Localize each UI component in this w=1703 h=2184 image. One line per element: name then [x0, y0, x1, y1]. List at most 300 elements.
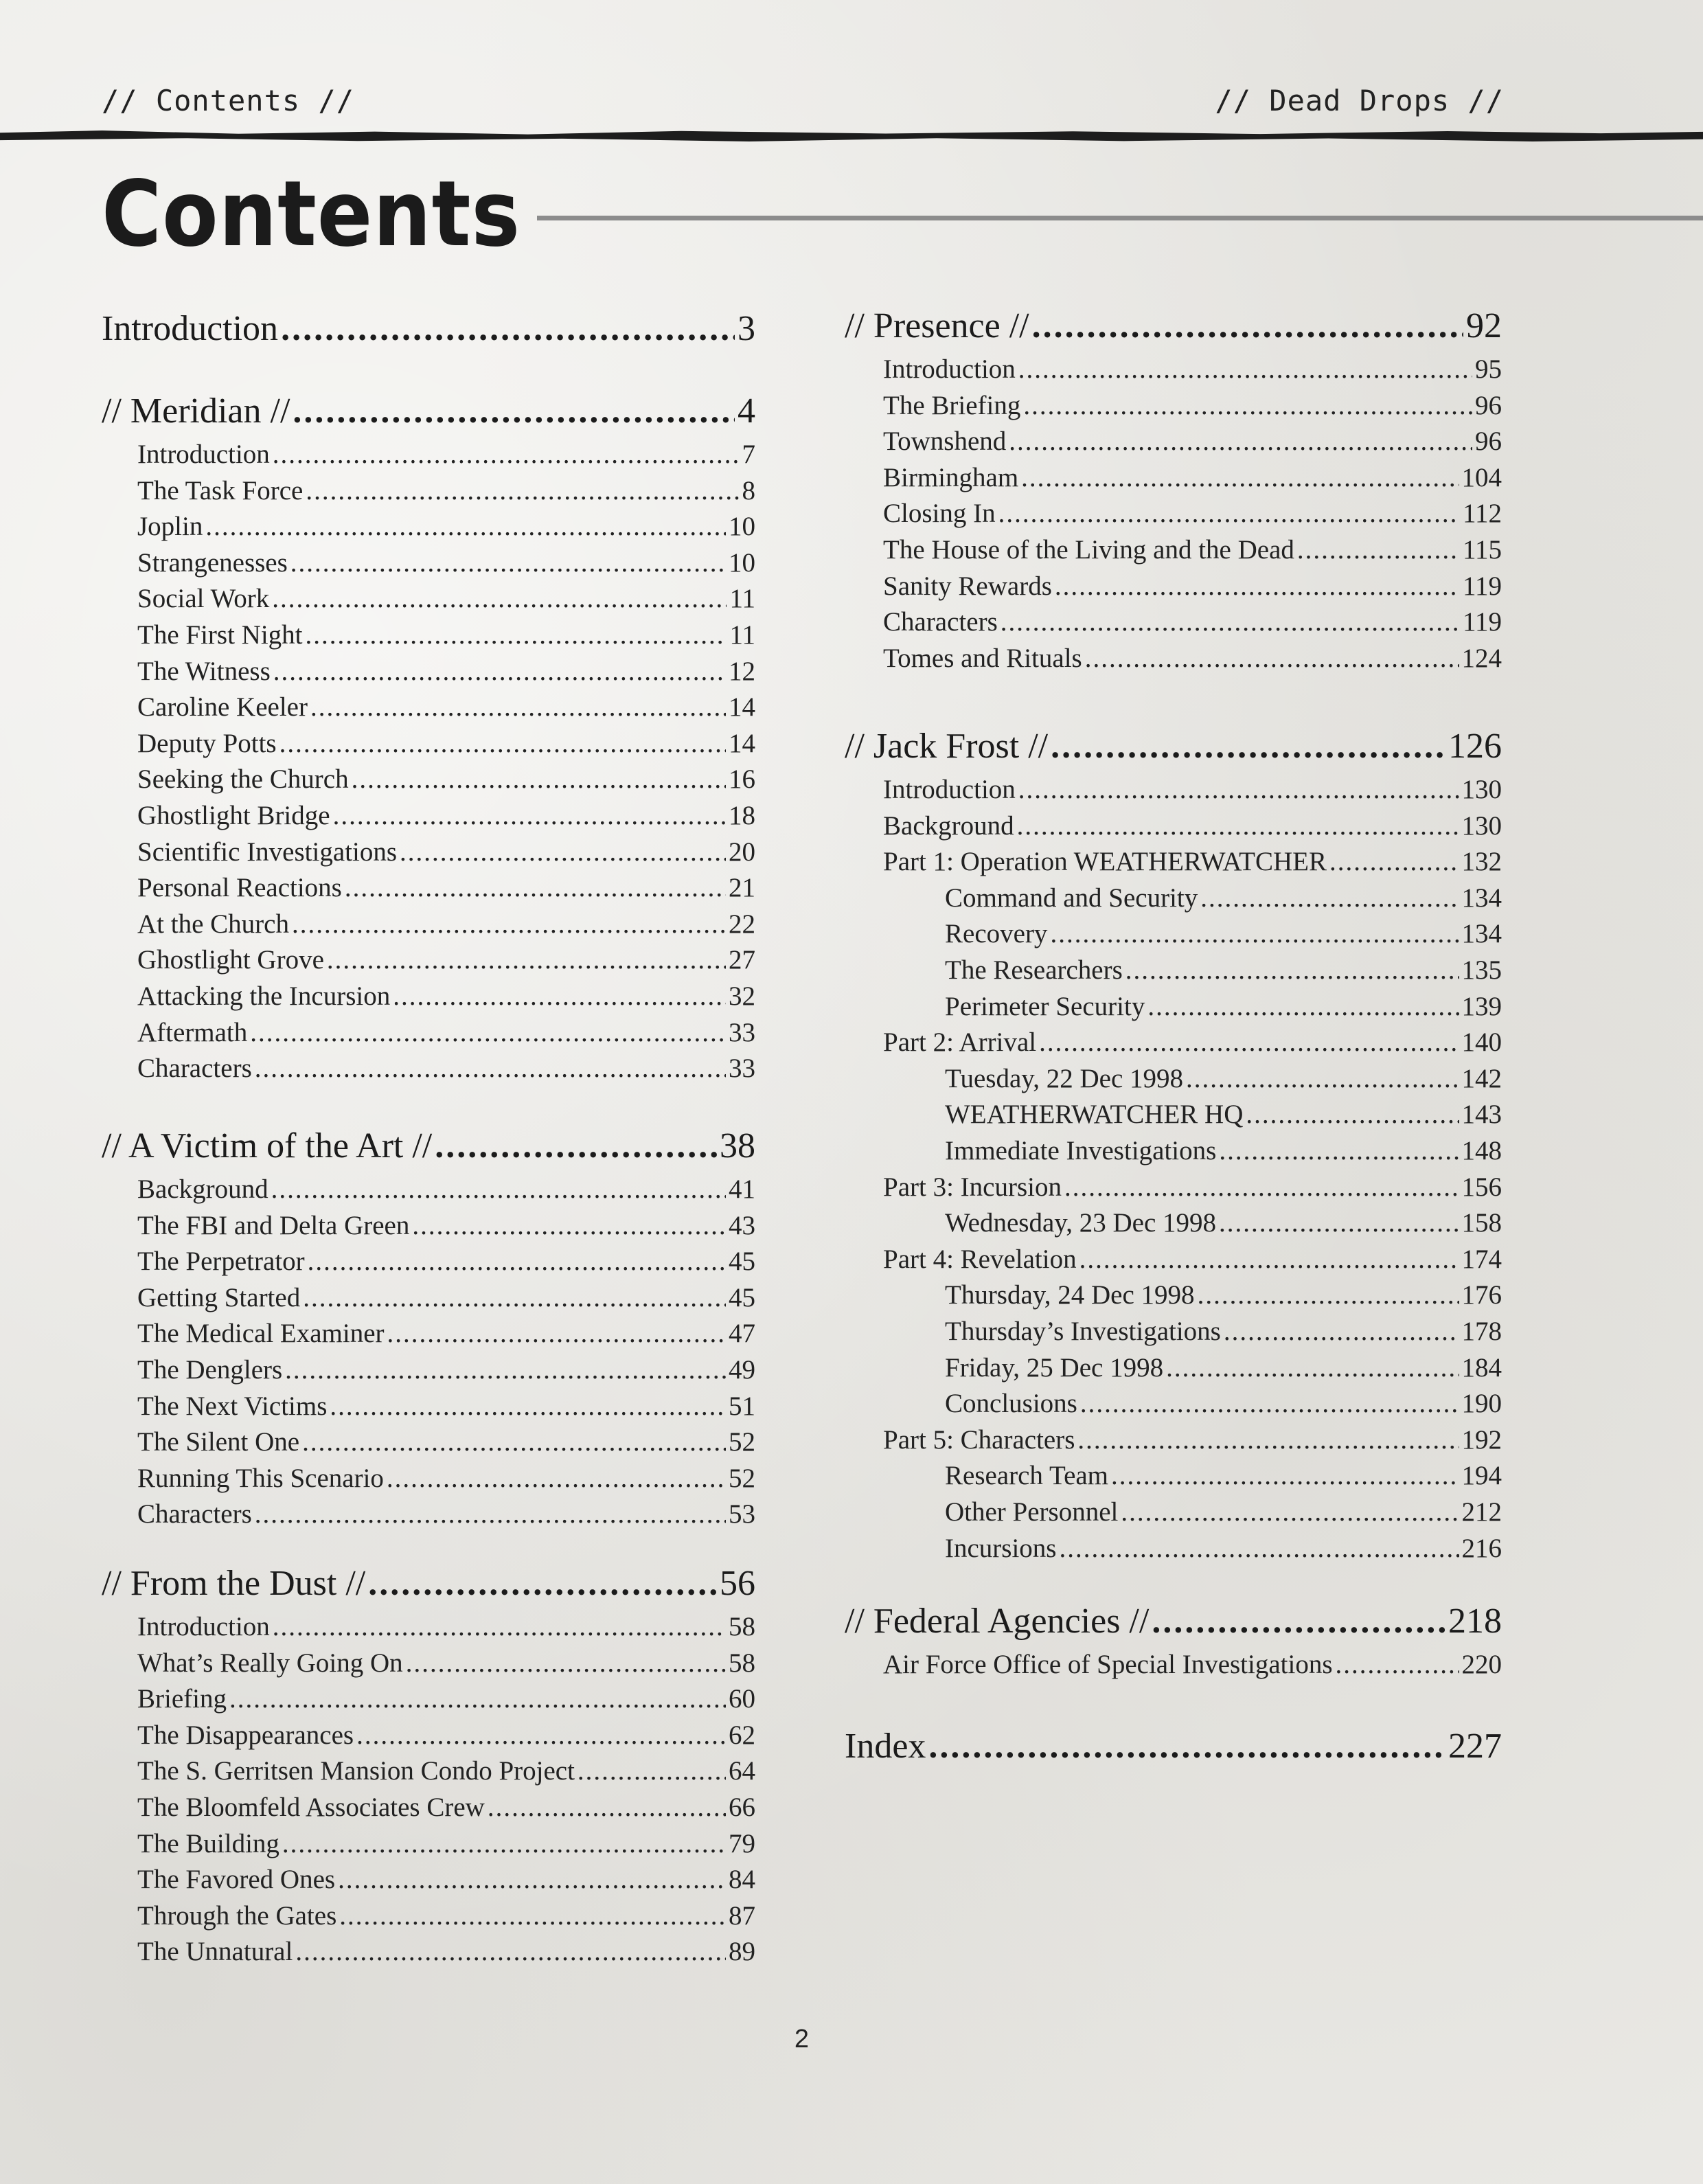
toc-entry-page: 8 [742, 476, 755, 505]
toc-entry-title: Birmingham [883, 463, 1019, 492]
toc-entry-title: The Perpetrator [137, 1247, 305, 1276]
toc-entry[interactable] [137, 979, 755, 1014]
toc-entry-page: 95 [1475, 354, 1502, 384]
toc-entry[interactable] [883, 772, 1502, 808]
toc-entry-title: Background [137, 1174, 268, 1204]
toc-entry-page: 176 [1461, 1280, 1502, 1310]
toc-entry[interactable] [883, 352, 1502, 387]
toc-entry-title: Recovery [945, 919, 1048, 948]
toc-entry-title: Background [883, 811, 1014, 841]
toc-entry[interactable] [137, 1051, 755, 1087]
toc-entry-title: Scientific Investigations [137, 837, 398, 867]
toc-section[interactable] [845, 305, 1502, 348]
toc-entry-page: 132 [1461, 847, 1502, 876]
toc-entry-page: 11 [729, 584, 755, 613]
dot-leader [255, 1051, 726, 1087]
toc-entry-page: 158 [1461, 1208, 1502, 1238]
toc-entry[interactable] [137, 617, 755, 653]
toc-entry[interactable] [137, 1497, 755, 1532]
toc-entry-page: 134 [1461, 883, 1502, 913]
toc-entry[interactable] [945, 1133, 1502, 1169]
toc-entry[interactable] [137, 942, 755, 978]
toc-entry-title: The Unnatural [137, 1937, 293, 1966]
toc-entry-page: 190 [1461, 1389, 1502, 1418]
toc-entry-page: 47 [729, 1319, 755, 1348]
toc-entry-page: 212 [1461, 1497, 1502, 1527]
toc-entry-title: The Medical Examiner [137, 1319, 385, 1348]
toc-section-title: // A Victim of the Art // [102, 1126, 433, 1165]
dot-leader [368, 1562, 717, 1605]
toc-entry-title: Incursions [945, 1534, 1057, 1563]
toc-entry-page: 115 [1462, 535, 1502, 565]
toc-entry-title: Part 1: Operation WEATHERWATCHER [883, 847, 1327, 876]
dot-leader [387, 1461, 726, 1497]
dot-leader [303, 1280, 726, 1316]
toc-entry-title: The FBI and Delta Green [137, 1211, 410, 1240]
toc-entry[interactable] [137, 509, 755, 545]
toc-entry-title: Immediate Investigations [945, 1136, 1217, 1165]
dot-leader [1186, 1061, 1459, 1097]
toc-entry-title: Research Team [945, 1461, 1109, 1490]
toc-entry-page: 184 [1461, 1353, 1502, 1383]
dot-leader [255, 1497, 726, 1532]
running-head-left: // Contents // [102, 84, 355, 117]
toc-entry[interactable] [883, 388, 1502, 424]
toc-entry[interactable] [945, 1314, 1502, 1350]
toc-entry-page: 87 [729, 1901, 755, 1931]
toc-entry-page: 14 [729, 692, 755, 722]
toc-entry[interactable] [137, 1609, 755, 1645]
toc-entry[interactable] [945, 1494, 1502, 1530]
dot-leader [1336, 1647, 1459, 1683]
dot-leader [330, 1389, 726, 1424]
toc-entry-page: 139 [1461, 992, 1502, 1021]
toc-entry-page: 7 [742, 440, 755, 469]
dot-leader [1059, 1531, 1459, 1567]
toc-entry-title: The Favored Ones [137, 1865, 336, 1894]
toc-entry-title: Aftermath [137, 1018, 248, 1047]
dot-leader [308, 1244, 726, 1279]
dot-leader [1050, 916, 1459, 952]
dot-leader [1200, 880, 1459, 916]
toc-section[interactable] [845, 725, 1502, 768]
dot-leader [1001, 604, 1460, 640]
toc-entry-title: The Building [137, 1829, 279, 1858]
toc-section-title: Introduction [102, 309, 279, 348]
dot-leader [488, 1790, 726, 1825]
dot-leader [387, 1316, 726, 1352]
toc-entry-title: Air Force Office of Special Investigations [883, 1650, 1333, 1679]
toc-entry-title: Deputy Potts [137, 729, 277, 758]
toc-entry[interactable] [137, 1790, 755, 1825]
toc-entry-title: At the Church [137, 909, 289, 939]
dot-leader [928, 1725, 1445, 1768]
toc-entry-page: 53 [729, 1499, 755, 1529]
toc-entry[interactable] [883, 1422, 1502, 1458]
toc-entry[interactable] [137, 1681, 755, 1717]
toc-entry[interactable] [945, 1531, 1502, 1567]
dot-leader [282, 1826, 726, 1862]
toc-entry[interactable] [137, 1753, 755, 1789]
dot-leader [279, 726, 726, 762]
toc-entry-page: 89 [729, 1937, 755, 1966]
toc-entry[interactable] [137, 1862, 755, 1898]
dot-leader [1219, 1133, 1459, 1169]
toc-entry-title: The Next Victims [137, 1391, 328, 1421]
toc-entry[interactable] [137, 1898, 755, 1934]
toc-entry[interactable] [137, 581, 755, 617]
title-rule [537, 216, 1703, 220]
dot-leader [272, 581, 727, 617]
toc-entry[interactable] [883, 1025, 1502, 1060]
toc-entry-title: Through the Gates [137, 1901, 337, 1931]
toc-entry-page: 58 [729, 1612, 755, 1641]
toc-entry-page: 174 [1461, 1244, 1502, 1274]
dot-leader [1111, 1458, 1459, 1494]
toc-entry-title: The Task Force [137, 476, 304, 505]
toc-entry[interactable] [945, 880, 1502, 916]
dot-leader [302, 1424, 726, 1460]
toc-entry-page: 119 [1462, 607, 1502, 637]
toc-entry-page: 66 [729, 1793, 755, 1822]
toc-entry-title: Part 5: Characters [883, 1425, 1075, 1455]
toc-entry-title: Social Work [137, 584, 270, 613]
toc-section-page: 218 [1448, 1602, 1502, 1641]
toc-entry-title: Running This Scenario [137, 1464, 384, 1493]
toc-entry-title: The House of the Living and the Dead [883, 535, 1294, 565]
toc-entry[interactable] [883, 1242, 1502, 1277]
toc-entry-title: The Researchers [945, 955, 1123, 985]
toc-entry-page: 143 [1461, 1100, 1502, 1129]
toc-entry-title: Introduction [883, 775, 1016, 804]
toc-entry-page: 220 [1461, 1650, 1502, 1679]
toc-entry-title: Conclusions [945, 1389, 1077, 1418]
toc-entry-page: 51 [729, 1391, 755, 1421]
toc-entry[interactable] [883, 1170, 1502, 1205]
toc-entry-title: Characters [883, 607, 998, 637]
toc-entry-page: 43 [729, 1211, 755, 1240]
toc-entry-page: 45 [729, 1283, 755, 1312]
toc-entry-title: Tomes and Rituals [883, 644, 1082, 673]
dot-leader [1077, 1422, 1459, 1458]
toc-entry-page: 134 [1461, 919, 1502, 948]
toc-entry[interactable] [137, 1352, 755, 1388]
toc-entry-title: Part 4: Revelation [883, 1244, 1077, 1274]
toc-section-title: // From the Dust // [102, 1564, 366, 1603]
toc-entry-title: The First Night [137, 620, 303, 650]
toc-section-title: // Federal Agencies // [845, 1602, 1150, 1641]
toc-entry-page: 33 [729, 1018, 755, 1047]
toc-entry-page: 96 [1475, 426, 1502, 456]
dot-leader [292, 907, 726, 942]
toc-section[interactable] [102, 308, 755, 350]
toc-entry-page: 148 [1461, 1136, 1502, 1165]
toc-entry-page: 194 [1461, 1461, 1502, 1490]
toc-entry[interactable] [883, 569, 1502, 604]
toc-entry-title: Attacking the Incursion [137, 981, 391, 1011]
toc-entry[interactable] [945, 916, 1502, 952]
toc-entry[interactable] [137, 1424, 755, 1460]
dot-leader [271, 1172, 726, 1207]
dot-leader [1051, 725, 1445, 768]
toc-section-page: 56 [720, 1564, 755, 1603]
toc-entry[interactable] [137, 1208, 755, 1244]
toc-entry-page: 216 [1461, 1534, 1502, 1563]
toc-entry[interactable] [945, 1350, 1502, 1386]
dot-leader [412, 1208, 726, 1244]
dot-leader [1017, 808, 1459, 844]
toc-entry[interactable] [137, 1015, 755, 1051]
dot-leader [306, 617, 727, 653]
toc-entry-title: Characters [137, 1499, 252, 1529]
toc-entry[interactable] [945, 1386, 1502, 1422]
toc-entry-page: 32 [729, 981, 755, 1011]
toc-entry-page: 156 [1461, 1172, 1502, 1202]
toc-entry[interactable] [137, 798, 755, 834]
toc-entry-page: 33 [729, 1054, 755, 1083]
toc-entry[interactable] [137, 1934, 755, 1970]
toc-entry-page: 192 [1461, 1425, 1502, 1455]
toc-section-page: 38 [720, 1126, 755, 1165]
dot-leader [1147, 989, 1459, 1025]
toc-entry-page: 27 [729, 945, 755, 975]
toc-entry-title: Command and Security [945, 883, 1198, 913]
dot-leader [1079, 1242, 1459, 1277]
toc-entry-title: Introduction [883, 354, 1016, 384]
toc-entry-title: Introduction [137, 1612, 270, 1641]
dot-leader [400, 834, 726, 870]
toc-entry-title: Tuesday, 22 Dec 1998 [945, 1064, 1184, 1093]
toc-entry-title: Part 2: Arrival [883, 1027, 1037, 1057]
toc-entry-title: Townshend [883, 426, 1007, 456]
toc-entry[interactable] [137, 726, 755, 762]
toc-entry[interactable] [945, 1097, 1502, 1133]
toc-entry-page: 45 [729, 1247, 755, 1276]
toc-entry-page: 142 [1461, 1064, 1502, 1093]
toc-section-title: // Jack Frost // [845, 727, 1049, 766]
toc-entry[interactable] [883, 844, 1502, 880]
toc-entry[interactable] [137, 437, 755, 473]
dot-leader [1018, 352, 1472, 387]
toc-section-page: 4 [738, 391, 755, 431]
dot-leader [290, 545, 726, 581]
toc-entry[interactable] [137, 654, 755, 690]
toc-entry-page: 135 [1461, 955, 1502, 985]
toc-entry-page: 14 [729, 729, 755, 758]
toc-section-page: 3 [738, 309, 755, 348]
toc-entry[interactable] [945, 953, 1502, 988]
dot-leader [393, 979, 726, 1014]
toc-entry-page: 130 [1461, 775, 1502, 804]
dot-leader [295, 1934, 726, 1970]
toc-entry-page: 20 [729, 837, 755, 867]
toc-section-title: // Meridian // [102, 391, 290, 431]
toc-entry-page: 10 [729, 548, 755, 578]
toc-entry[interactable] [137, 690, 755, 725]
dot-leader [1085, 641, 1459, 676]
toc-entry-page: 52 [729, 1464, 755, 1493]
toc-section[interactable] [102, 1125, 755, 1168]
dot-leader [1297, 532, 1460, 568]
dot-leader [273, 654, 726, 690]
toc-entry-page: 16 [729, 764, 755, 794]
dot-leader [1166, 1350, 1459, 1386]
toc-section-page: 126 [1448, 727, 1502, 766]
dot-leader [578, 1753, 726, 1789]
running-head-right: // Dead Drops // [1215, 84, 1504, 117]
toc-entry[interactable] [883, 604, 1502, 640]
toc-section-title: // Presence // [845, 306, 1029, 345]
toc-entry[interactable] [945, 1061, 1502, 1097]
toc-entry[interactable] [137, 907, 755, 942]
toc-entry-page: 10 [729, 512, 755, 541]
toc-entry[interactable] [137, 1389, 755, 1424]
toc-entry-page: 12 [729, 657, 755, 686]
toc-entry-page: 96 [1475, 391, 1502, 420]
toc-entry-title: The Denglers [137, 1355, 283, 1385]
dot-leader [285, 1352, 726, 1388]
toc-entry[interactable] [883, 424, 1502, 459]
dot-leader [1018, 772, 1459, 808]
toc-entry-title: Personal Reactions [137, 873, 342, 902]
dot-leader [1039, 1025, 1459, 1060]
toc-entry-title: Friday, 25 Dec 1998 [945, 1353, 1164, 1383]
toc-entry-title: Thursday, 24 Dec 1998 [945, 1280, 1195, 1310]
toc-entry[interactable] [137, 762, 755, 797]
dot-leader [1023, 388, 1472, 424]
dot-leader [1198, 1277, 1459, 1313]
dot-leader [1125, 953, 1459, 988]
toc-entry-page: 52 [729, 1427, 755, 1457]
toc-entry-title: The Disappearances [137, 1720, 354, 1750]
toc-entry-title: Characters [137, 1054, 252, 1083]
toc-entry-title: Sanity Rewards [883, 571, 1052, 601]
dot-leader [229, 1681, 726, 1717]
toc-entry-page: 140 [1461, 1027, 1502, 1057]
toc-entry-page: 84 [729, 1865, 755, 1894]
dot-leader [333, 798, 726, 834]
toc-entry-page: 104 [1461, 463, 1502, 492]
toc-entry-title: Thursday’s Investigations [945, 1317, 1221, 1346]
toc-entry[interactable] [137, 870, 755, 906]
dot-leader [1219, 1205, 1459, 1241]
dot-leader [310, 690, 726, 725]
toc-entry[interactable] [883, 496, 1502, 532]
toc-entry-page: 58 [729, 1648, 755, 1678]
toc-section[interactable] [102, 1562, 755, 1605]
toc-entry[interactable] [883, 808, 1502, 844]
toc-entry[interactable] [137, 1280, 755, 1316]
toc-entry[interactable] [137, 834, 755, 870]
toc-entry[interactable] [883, 1647, 1502, 1683]
toc-entry-page: 21 [729, 873, 755, 902]
toc-section[interactable] [102, 390, 755, 433]
dot-leader [998, 496, 1460, 532]
toc-entry-title: Closing In [883, 499, 996, 528]
toc-entry-title: Ghostlight Bridge [137, 801, 330, 830]
toc-entry[interactable] [945, 989, 1502, 1025]
toc-entry-title: Part 3: Incursion [883, 1172, 1062, 1202]
toc-entry-title: Strangenesses [137, 548, 288, 578]
toc-entry-page: 62 [729, 1720, 755, 1750]
dot-leader [1224, 1314, 1459, 1350]
toc-entry[interactable] [137, 545, 755, 581]
dot-leader [327, 942, 726, 978]
toc-entry-title: Seeking the Church [137, 764, 349, 794]
toc-entry-title: Other Personnel [945, 1497, 1119, 1527]
dot-leader [345, 870, 726, 906]
dot-leader [273, 1609, 726, 1645]
toc-entry[interactable] [137, 1172, 755, 1207]
dot-leader [1064, 1170, 1459, 1205]
dot-leader [1080, 1386, 1459, 1422]
toc-entry-title: Wednesday, 23 Dec 1998 [945, 1208, 1217, 1238]
dot-leader [250, 1015, 726, 1051]
toc-section-title: Index [845, 1727, 926, 1766]
toc-entry-title: WEATHERWATCHER HQ [945, 1100, 1244, 1129]
toc-entry[interactable] [883, 460, 1502, 496]
toc-entry[interactable] [945, 1277, 1502, 1313]
dot-leader [293, 390, 735, 433]
dot-leader [1021, 460, 1459, 496]
toc-entry-title: The S. Gerritsen Mansion Condo Project [137, 1756, 575, 1786]
header-rule [0, 130, 1703, 141]
dot-leader [1329, 844, 1459, 880]
toc-entry-page: 64 [729, 1756, 755, 1786]
dot-leader [356, 1718, 726, 1753]
dot-leader [1246, 1097, 1459, 1133]
toc-entry-page: 18 [729, 801, 755, 830]
dot-leader [339, 1898, 726, 1934]
dot-leader [1009, 424, 1472, 459]
page-title: Contents [102, 161, 521, 267]
toc-section[interactable] [845, 1725, 1502, 1768]
toc-entry-page: 178 [1461, 1317, 1502, 1346]
toc-entry[interactable] [137, 1646, 755, 1681]
dot-leader [1055, 569, 1460, 604]
toc-entry-page: 22 [729, 909, 755, 939]
dot-leader [406, 1646, 726, 1681]
dot-leader [352, 762, 726, 797]
toc-entry-title: Introduction [137, 440, 270, 469]
toc-entry[interactable] [137, 473, 755, 509]
toc-section-page: 92 [1466, 306, 1502, 345]
toc-section[interactable] [845, 1600, 1502, 1643]
toc-entry-title: Briefing [137, 1684, 227, 1714]
toc-entry-page: 112 [1462, 499, 1502, 528]
toc-entry-title: The Bloomfeld Associates Crew [137, 1793, 485, 1822]
toc-entry-page: 41 [729, 1174, 755, 1204]
toc-entry[interactable] [883, 641, 1502, 676]
toc-entry[interactable] [137, 1826, 755, 1862]
toc-entry[interactable] [137, 1461, 755, 1497]
toc-entry[interactable] [945, 1458, 1502, 1494]
dot-leader [205, 509, 726, 545]
toc-entry-page: 119 [1462, 571, 1502, 601]
dot-leader [306, 473, 739, 509]
dot-leader [1032, 305, 1463, 348]
dot-leader [281, 308, 735, 350]
dot-leader [1121, 1494, 1459, 1530]
toc-entry-title: The Witness [137, 657, 271, 686]
toc-entry[interactable] [137, 1718, 755, 1753]
toc-entry[interactable] [883, 532, 1502, 568]
toc-entry[interactable] [137, 1244, 755, 1279]
toc-entry[interactable] [137, 1316, 755, 1352]
toc-entry-title: Getting Started [137, 1283, 301, 1312]
toc-entry-title: Perimeter Security [945, 992, 1145, 1021]
toc-entry[interactable] [945, 1205, 1502, 1241]
